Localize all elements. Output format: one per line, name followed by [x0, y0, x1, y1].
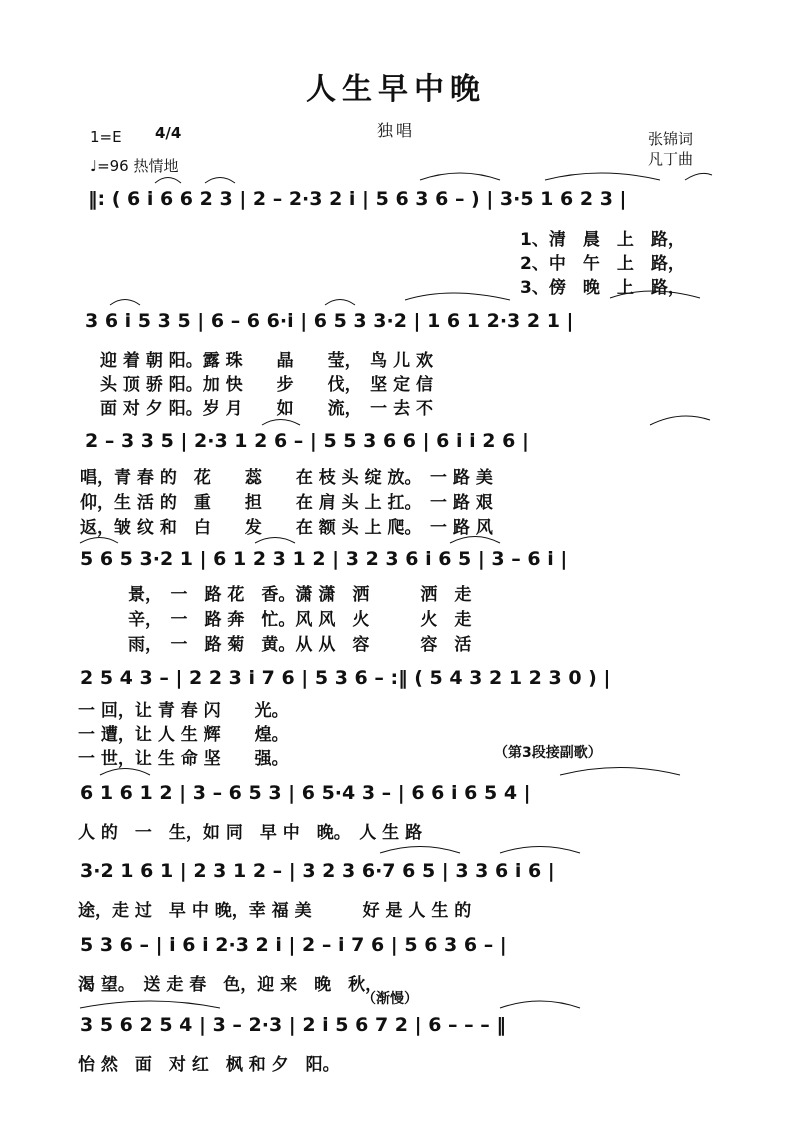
notation-line-4: 5 6 5 3·2 1 | 6 1 2 3 1 2 | 3 2 3 6 i 6 5 | 3 – 6 i |	[80, 548, 568, 570]
lyric-line-4b: 辛， 一 路 奔 忙。风 风 火 火 走	[128, 610, 472, 630]
notation-line-3: 2 – 3 3 5 | 2·3 1 2 6 – | 5 5 3 6 6 | 6 i i 2 6 |	[85, 430, 529, 452]
lyric-line-8: 渴 望。 送 走 春 色，迎 来 晚 秋，	[78, 975, 383, 995]
key-signature: 1=E	[90, 128, 122, 146]
notation-line-1: ‖: ( 6 i 6 6 2 3 | 2 – 2·3 2 i | 5 6 3 6 – ) | 3·5 1 6 2 3 |	[88, 188, 627, 210]
lyric-line-5a: 一 回，让 青 春 闪 光。	[78, 701, 289, 721]
lyric-line-1a: 1、清 晨 上 路，	[520, 230, 685, 250]
notation-line-8: 5 3 6 – | i 6 i 2·3 2 i | 2 – i 7 6 | 5 6 3 6 – |	[80, 934, 507, 956]
lyric-line-2a: 迎 着 朝 阳。露 珠 晶 莹， 鸟 儿 欢	[100, 351, 434, 371]
lyric-line-7: 途，走 过 早 中 晚，幸 福 美 好 是 人 生 的	[78, 901, 472, 921]
notation-line-5: 2 5 4 3 – | 2 2 3 i 7 6 | 5 3 6 – :‖ ( 5 4 3 2 1 2 3 0 ) |	[80, 667, 611, 689]
lyric-line-3a: 唱，青 春 的 花 蕊 在 枝 头 绽 放。 一 路 美	[80, 468, 493, 488]
notation-line-6: 6 1 6 1 2 | 3 – 6 5 3 | 6 5·4 3 – | 6 6 i 6 5 4 |	[80, 782, 531, 804]
lyric-line-5c: 一 世，让 生 命 坚 强。	[78, 749, 289, 769]
third-verse-note: （第3段接副歌）	[494, 745, 602, 761]
lyric-line-6: 人 的 一 生，如 同 早 中 晚。 人 生 路	[78, 823, 423, 843]
time-signature: 4/4	[155, 124, 182, 142]
lyric-line-2b: 头 顶 骄 阳。加 快 步 伐， 坚 定 信	[100, 375, 434, 395]
composer-credit: 凡丁曲	[648, 150, 694, 168]
lyric-line-5b: 一 遭，让 人 生 辉 煌。	[78, 725, 289, 745]
notation-line-2: 3 6 i 5 3 5 | 6 – 6 6·i | 6 5 3 3·2 | 1 6 1 2·3 2 1 |	[85, 310, 574, 332]
lyric-line-3c: 返，皱 纹 和 白 发 在 额 头 上 爬。 一 路 风	[80, 518, 493, 538]
tempo-marking: ♩=96 热情地	[90, 157, 179, 175]
lyric-line-1b: 2、中 午 上 路，	[520, 254, 685, 274]
song-title: 人生早中晚	[306, 72, 486, 107]
lyric-line-9: 怡 然 面 对 红 枫 和 夕 阳。	[78, 1055, 340, 1075]
slowing-note: （渐慢）	[362, 991, 418, 1007]
notation-line-9: 3 5 6 2 5 4 | 3 – 2·3 | 2 i 5 6 7 2 | 6 – – – ‖	[80, 1014, 506, 1036]
notation-line-7: 3·2 1 6 1 | 2 3 1 2 – | 3 2 3 6·7 6 5 | 3 3 6 i 6 |	[80, 860, 555, 882]
lyricist-credit: 张锦词	[648, 130, 694, 148]
lyric-line-1c: 3、傍 晚 上 路，	[520, 278, 685, 298]
lyric-line-4c: 雨， 一 路 菊 黄。从 从 容 容 活	[128, 635, 472, 655]
lyric-line-2c: 面 对 夕 阳。岁 月 如 流， 一 去 不	[100, 399, 434, 419]
lyric-line-4a: 景， 一 路 花 香。潇 潇 洒 洒 走	[128, 585, 472, 605]
performance-type: 独唱	[376, 121, 415, 140]
lyric-line-3b: 仰，生 活 的 重 担 在 肩 头 上 扛。 一 路 艰	[80, 493, 493, 513]
